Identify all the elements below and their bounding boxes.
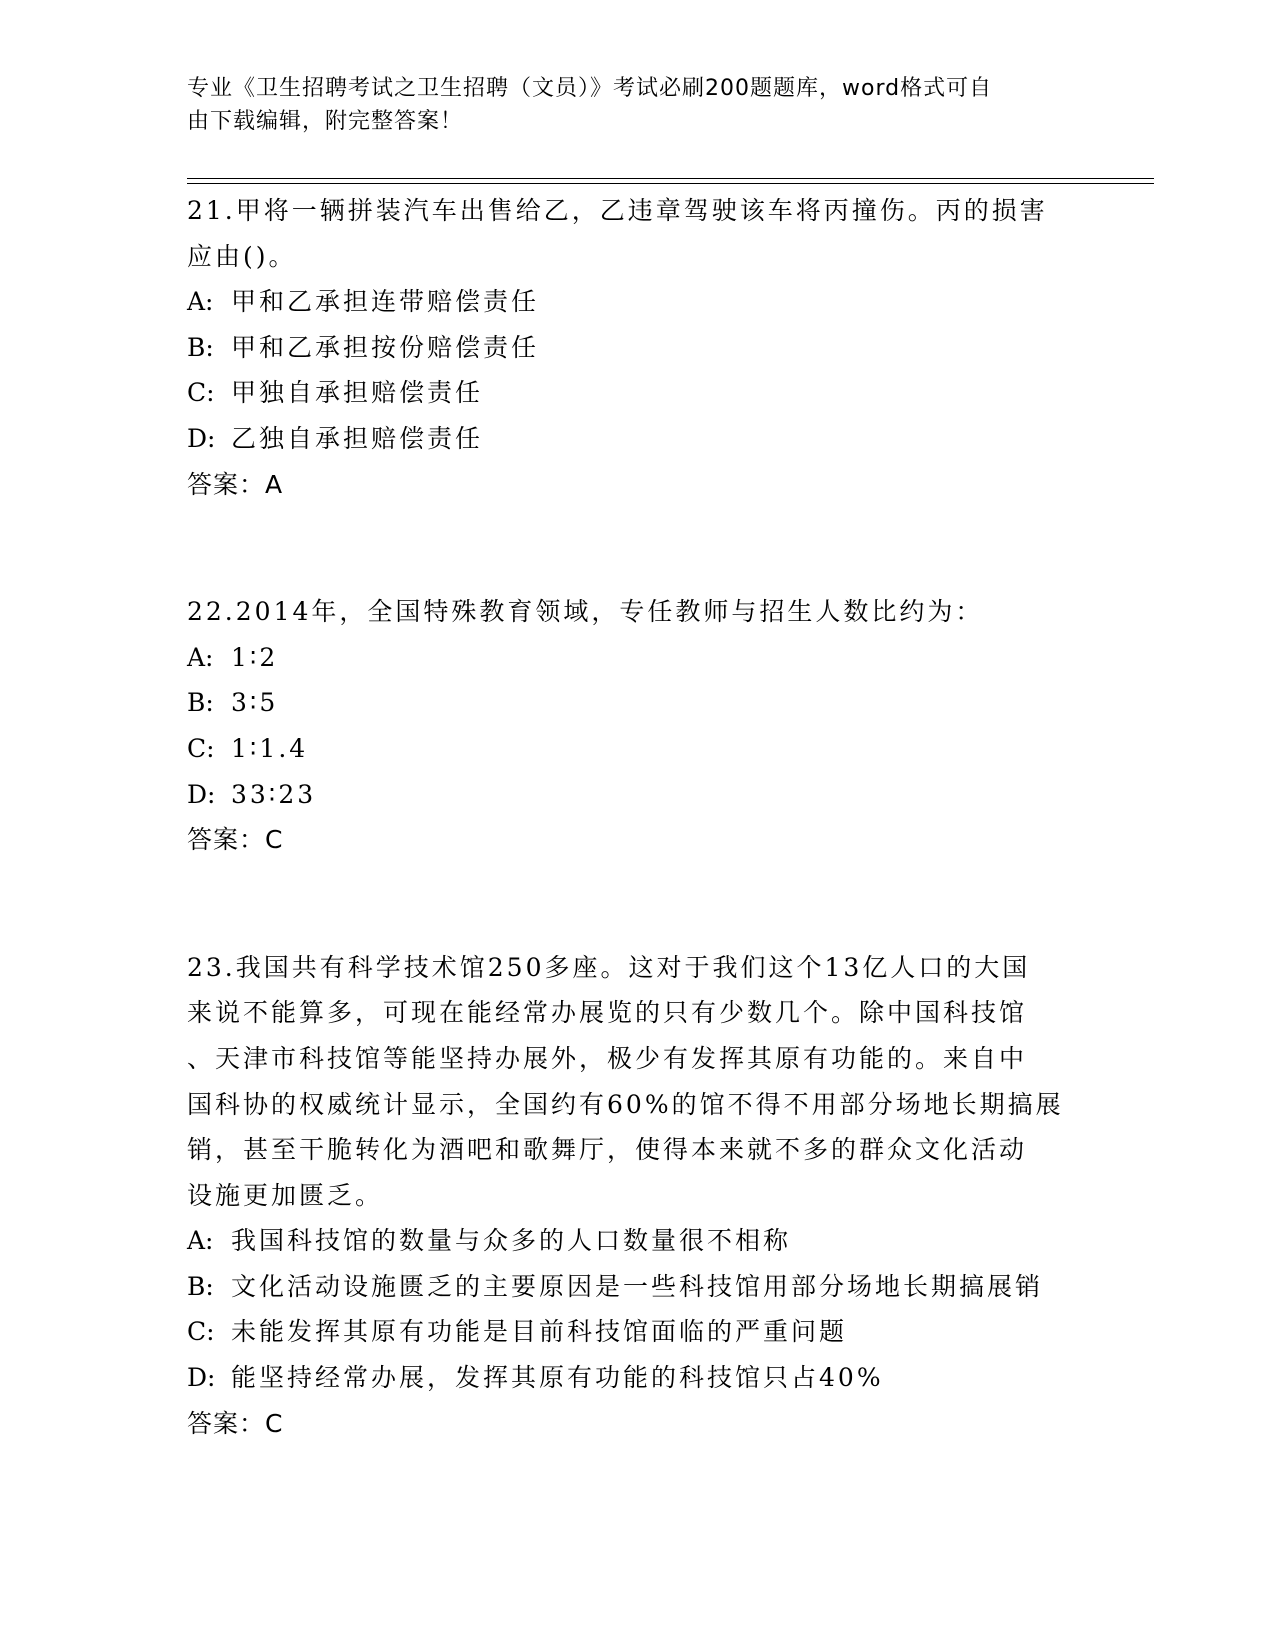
option-text: 我国科技馆的数量与众多的人口数量很不相称 bbox=[231, 1226, 792, 1256]
question-stem bbox=[187, 945, 1087, 1219]
option-a bbox=[187, 1218, 1087, 1264]
stem-line: 销，甚至干脆转化为酒吧和歌舞厅，使得本来就不多的群众文化活动 bbox=[187, 1135, 1028, 1165]
question-22 bbox=[187, 589, 1087, 863]
option-key: B: bbox=[187, 1271, 214, 1301]
stem-line: 设施更加匮乏。 bbox=[187, 1180, 384, 1210]
option-b bbox=[187, 325, 1087, 371]
question-stem bbox=[187, 188, 1087, 279]
option-text: 33∶23 bbox=[231, 779, 317, 809]
option-key: C: bbox=[187, 1317, 215, 1347]
header-divider-bottom bbox=[187, 183, 1154, 184]
option-c bbox=[187, 1309, 1087, 1355]
option-b bbox=[187, 680, 1087, 726]
option-text: 能坚持经常办展，发挥其原有功能的科技馆只占40% bbox=[231, 1363, 884, 1393]
stem-line: 、天津市科技馆等能坚持办展外，极少有发挥其原有功能的。来自中 bbox=[187, 1043, 1028, 1073]
option-key: A: bbox=[187, 287, 214, 317]
option-text: 3∶5 bbox=[231, 688, 279, 718]
answer: 答案：C bbox=[187, 825, 284, 855]
option-key: B: bbox=[187, 688, 214, 718]
header-divider-top bbox=[187, 178, 1154, 179]
option-key: D: bbox=[187, 423, 216, 453]
option-key: D: bbox=[187, 1363, 216, 1393]
option-key: A: bbox=[187, 1226, 214, 1256]
option-c bbox=[187, 726, 1087, 772]
option-c bbox=[187, 370, 1087, 416]
option-d bbox=[187, 1355, 1087, 1401]
stem-line: 来说不能算多，可现在能经常办展览的只有少数几个。除中国科技馆 bbox=[187, 998, 1028, 1028]
stem-line: 22.2014年，全国特殊教育领域，专任教师与招生人数比约为： bbox=[187, 597, 984, 627]
question-spacer bbox=[187, 863, 1087, 945]
stem-line: 应由()。 bbox=[187, 241, 297, 271]
stem-line: 21.甲将一辆拼装汽车出售给乙，乙违章驾驶该车将丙撞伤。丙的损害 bbox=[187, 196, 1048, 225]
question-list bbox=[187, 188, 1087, 1446]
option-d bbox=[187, 772, 1087, 818]
option-key: A: bbox=[187, 642, 214, 672]
option-text: 乙独自承担赔偿责任 bbox=[231, 423, 484, 453]
question-21 bbox=[187, 188, 1087, 507]
question-spacer bbox=[187, 507, 1087, 589]
option-text: 未能发挥其原有功能是目前科技馆面临的严重问题 bbox=[231, 1317, 848, 1347]
option-d bbox=[187, 416, 1087, 462]
header-line-2: 由下载编辑，附完整答案！ bbox=[187, 109, 464, 134]
answer: 答案：C bbox=[187, 1408, 284, 1438]
stem-line: 国科协的权威统计显示，全国约有60%的馆不得不用部分场地长期搞展 bbox=[187, 1089, 1064, 1119]
option-b bbox=[187, 1264, 1087, 1310]
option-text: 甲独自承担赔偿责任 bbox=[231, 378, 484, 408]
option-key: C: bbox=[187, 733, 215, 763]
header-line-1: 专业《卫生招聘考试之卫生招聘（文员）》考试必刷200题题库，word格式可自 bbox=[187, 76, 993, 101]
option-text: 1∶1.4 bbox=[231, 733, 309, 763]
stem-line: 23.我国共有科学技术馆250多座。这对于我们这个13亿人口的大国 bbox=[187, 952, 1031, 982]
option-a bbox=[187, 279, 1087, 325]
question-23 bbox=[187, 945, 1087, 1447]
option-text: 文化活动设施匮乏的主要原因是一些科技馆用部分场地长期搞展销 bbox=[231, 1271, 1044, 1301]
document-header bbox=[187, 72, 1067, 138]
question-stem bbox=[187, 589, 1087, 635]
option-text: 1∶2 bbox=[231, 642, 279, 672]
answer: 答案：A bbox=[187, 469, 284, 499]
option-text: 甲和乙承担连带赔偿责任 bbox=[231, 287, 540, 317]
option-a bbox=[187, 635, 1087, 681]
option-key: C: bbox=[187, 378, 215, 408]
option-text: 甲和乙承担按份赔偿责任 bbox=[231, 332, 540, 362]
option-key: D: bbox=[187, 779, 216, 809]
option-key: B: bbox=[187, 332, 214, 362]
